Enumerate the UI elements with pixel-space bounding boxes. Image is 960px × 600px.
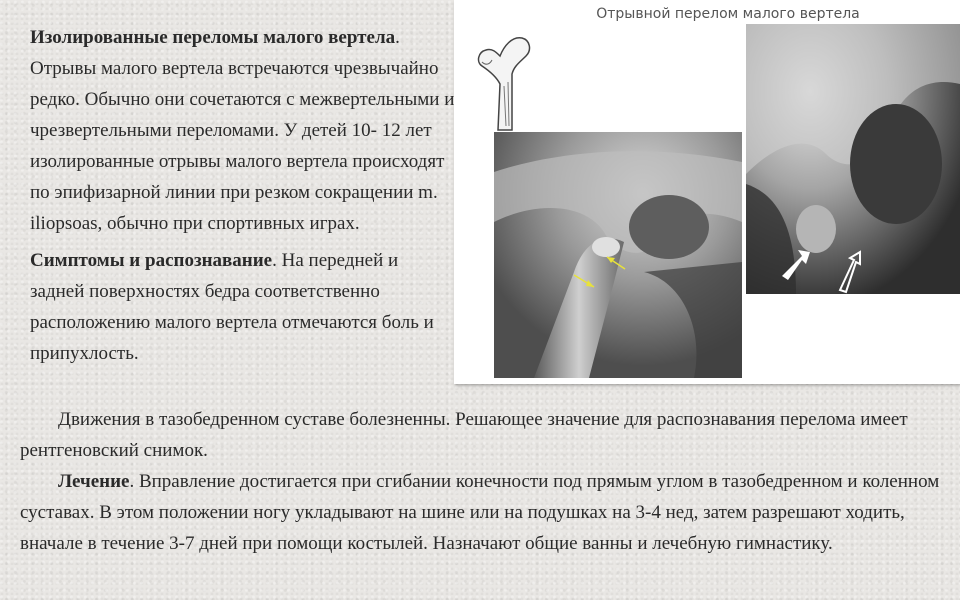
paragraph-movements: Движения в тазобедренном суставе болезненны. Решающее значение для распознавания перелома имеет рентгеновский снимок. <box>20 409 908 461</box>
figure-title: Отрывной перелом малого вертела <box>596 6 860 22</box>
body-treatment: . Вправление достигается при сгибании конечности под прямым углом в тазобедренном и коленном суставах. В этом положении ногу укладывают на шине или на подушках на 3-4 нед, затем разрешают ходить, вначале в течение 3-7 дней при помощи костылей. Назначают общие ванны и лечебную гимнастику. <box>20 471 940 554</box>
xray-image-pelvis <box>746 24 960 294</box>
full-width-text <box>20 404 940 559</box>
xray-image-anterior <box>494 132 742 378</box>
heading-treatment: Лечение <box>58 471 130 492</box>
text-column <box>30 22 455 369</box>
body-symptoms: . На передней и задней поверхностях бедра соответственно расположению малого вертела отмечаются боль и припухлость. <box>30 250 434 364</box>
xray-figure <box>454 0 960 384</box>
heading-isolated-fractures: Изолированные переломы малого вертела <box>30 27 396 48</box>
paragraph-symptoms <box>30 245 455 369</box>
paragraph-treatment <box>20 466 940 559</box>
heading-symptoms: Симптомы и распознавание <box>30 250 273 271</box>
body-isolated-fractures: . Отрывы малого вертела встречаются чрезвычайно редко. Обычно они сочетаются с межвертельными и чрезвертельными переломами. У детей 10- 12 лет изолированные отрывы малого вертела происходят по эпифизарной линии при резком сокращении m. iliopsoas, обычно при спортивных играх. <box>30 27 455 234</box>
paragraph-isolated-fractures <box>30 22 455 239</box>
femur-sketch-image <box>468 26 536 134</box>
